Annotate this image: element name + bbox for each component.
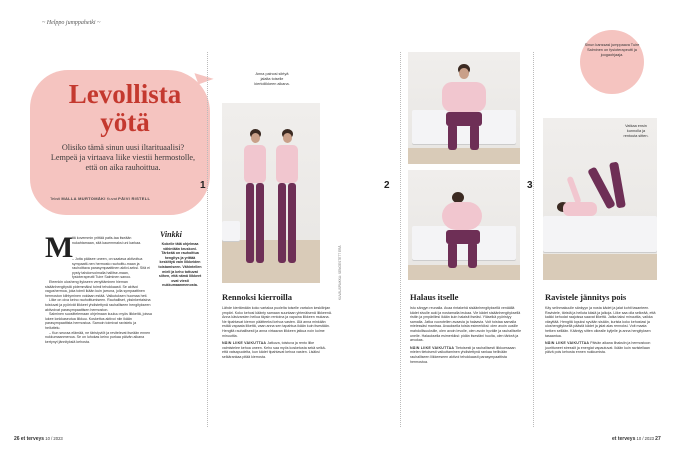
vinkki-text: Kokeile tätä ohjelmaa vähintään kruskoni. Tärkeää on rauhoittua hengitys ja yrittää keskittyä vain liikkeiden toistamiseen. Vähintellen mieli ja keho tottuvat siihen, että nämä liikkeet ovat viesti nukkumaanmenosta. <box>158 242 202 288</box>
page-number: 27 <box>655 436 661 442</box>
step-number: 3 <box>527 180 533 191</box>
exercise-photo <box>408 170 520 280</box>
author-note: Sinun kanssasi jumppaava Tuire Salminen on fysioterapeutti ja joogaohjaaja. <box>584 43 640 57</box>
intro-paragraph: Eteenkin ulosheng itykseen venyttäminen hieman sisäänhengitystä pidemmäksi toimii tehokkaasti. Se aktivoi vagushermoa, joka toimii ikään kuin jarruna, jolla sympaattinen hermoston kiihtyminen voidaan estää. Vaikutuksen huomaa heti. <box>45 279 148 298</box>
headline: Levollista yötä <box>68 79 182 137</box>
credits <box>50 196 150 201</box>
photo-location-credit: KUVAUSPAIKKA: SENGESTETT ERÄ <box>338 245 342 300</box>
intro-first-lines: itä kovemmin yrittää patis-taa itseään nukahtamaan, sitä kauemmaksi uni karkaa. <box>72 236 142 245</box>
exercise-instructions: Käy selinmakuulle sänkyyn ja nosta kädet ja jalat kohti tasanteen. Ravistele, täristä ja heiluta käsiä ja jalkoja. Liike saa olla selkeää, että kaikki kehodat raajoissa saavat liikettä. Jatka taksi minuuttia, vaikka väsyttää. Hengitä lopuksi syvään sisään, kurista koko kehostasi ja uloshengityksellä päästä kädet ja jalat alas rennoksi. Voit maata hetken sellään. Kääntyy sitten oikealle kyljelle ja anna hengityksen tasaantua. <box>545 306 656 338</box>
intro-column <box>45 257 152 344</box>
effect-text: Tietoisesti ja rauhallisesti liikkuessaan mielen tietoisesti vaikuttaminen yhdistettynä rankaa hellivään rauhalliseen liikkeeseen aktivoi tehokkaasti parasympaattista hermostoa. <box>410 345 516 364</box>
credits-text-author: MALLA MURTOMÄKI <box>61 196 106 201</box>
exercise-text <box>410 306 522 364</box>
column-divider <box>207 52 208 427</box>
brand: et terveys <box>20 436 45 442</box>
effect-label: NÄIN LIIKE VAIKUTTAA <box>545 341 590 346</box>
issue: 10 / 2023 <box>636 436 654 441</box>
footer-right <box>612 436 661 442</box>
issue: 10 / 2023 <box>45 436 63 441</box>
intro-paragraph: Salminen suosittelemaan ohjelmaan kuuluu myös liikkeitä, joissa lukee lonkkaseutua liikkuu. Koskettus aktivoi niin ikään parasympaattista hermostoa. Samoin toimivat ravistelu ja heiluttelu. <box>45 312 152 330</box>
effect-text: Jatkuva, toistuva ja rento liike valmistelee kehoa uneen. Keho saa myös kosketusta sekä selkä- että vatsapuolelta, kun kädet tipahtavat kehoa vasten. Lisäksi selkärankaa pitää kierrosta. <box>222 341 326 359</box>
effect-text: Päivän aikana lihaksiin ja hermostoon juurittuneet stressiit ja energiat vapautuvat. Ikään kuin ravistellaan päivä pois kehosta ennen nukkumista. <box>545 341 651 355</box>
effect-label: NÄIN LIIKE VAIKUTTAA <box>222 341 267 346</box>
page-number: 26 <box>14 436 20 442</box>
exercise-photo <box>408 52 520 164</box>
photo-caption: Vatkaa ensin kunnolla ja rentouta sitten. <box>623 124 649 138</box>
exercise-instructions: Lähde kiertämään koko vartaloa puolelta toiselle vartalon keskilinjan ympäri. Koko kehosi käänty samaan suuntaan yhtenäisenä liikkeenä. Anna käsivarsien heilua täysin rentoina ja vapaina liikkeen mukana. Ne tipahtavat kierron päätteeksi kehoa vasten. Älä anna minkään estää vapaata liikettä, vaan anna sen tapahtua ikään kuin itsestään. Hengitä rauhallisesti ja anna virtaavan liikkeen jatkua noin kolme minuuttia. <box>222 306 332 338</box>
credits-photo-label: Kuvat <box>106 196 117 201</box>
photo-caption: Anna painosi siirtyä jalalta toiselle kiertoliikkeen aikana. <box>254 72 290 86</box>
exercise-instructions: Istu sängyn reunalla. Avaa rintakehä sisäänhengityksellä venäällä kädet sivulle auki ja nostamalla leukaa. Vie kädet sisäänhengityksellä ristiin ja ympärillesi ikään kuin halaisit itseäsi. Yläselkä pyöristyy samalla. Jatka vuorotellen avaavia ja halaavia. Voit toistaa samalla mielessäsi mantraa. Avauksella toista esimerkiksi: olen avoin uusille mahdollisuuksille, olen avoin levolle, olen avoin hyvälle ja rauhalliselle unelle. Halauksella esimerkiksi: pidän itsestäni huolta, olen tärkeä ja arvokas. <box>410 306 522 343</box>
exercise-text <box>222 306 332 360</box>
step-number: 1 <box>200 180 206 191</box>
footer-left <box>14 436 63 442</box>
column-divider <box>400 52 401 427</box>
exercise-photo <box>222 103 320 283</box>
exercise-text <box>545 306 657 355</box>
lead: Olisiko tämä sinun uusi iltarituaalisi? Lempeä ja virtaava liike viestii hermostolle, että on aika rauhoittua. <box>50 143 196 172</box>
exercise-effect <box>545 341 657 355</box>
exercise-effect <box>222 341 332 359</box>
intro-paragraph: – Jotta pääsee uneen, on saatava aktivoitua sympaatti-nen hermosto rauhoittu-maan ja rauhoittava parasympaattinen aktivi-seksi. Sitä ei pysty tahdonvoimalla hallitse-maan, fysioterapeutti Tuire Salminen sanoo. <box>72 257 150 280</box>
dropcap: M <box>45 231 74 264</box>
exercise-title: Halaus itselle <box>410 292 459 302</box>
kicker: ~ Helppo jumppahetki ~ <box>42 20 101 26</box>
credits-photo-author: PÄIVI RISTELL <box>118 196 151 201</box>
brand: et terveys <box>612 436 636 442</box>
effect-label: NÄIN LIIKE VAIKUTTAA <box>410 345 455 350</box>
vinkki-title: Vinkki <box>160 230 182 239</box>
exercise-photo <box>543 118 657 280</box>
column-divider <box>533 52 534 427</box>
author-note-circle <box>580 30 644 94</box>
exercise-effect <box>410 346 522 364</box>
step-number: 2 <box>384 180 390 191</box>
exercise-title: Rennoksi kierroilla <box>222 292 292 302</box>
intro-paragraph: Liike on oiva keino rauhoittumiseen. Rauhalliset, yksinkertaisina toistuvat ja pyörivät liikkeet yhdistettynä rauhalliseen hengitykseen aktivoivat parasympaattisen hermoston. <box>45 298 151 312</box>
credits-text-label: Teksti <box>50 196 61 201</box>
exercise-title: Ravistele jännitys pois <box>545 292 627 302</box>
intro-paragraph: – Kun seuraa elämää, ne täristyviöt ja revitelevat itseään ennen nukkumaanmenoa. Se on luhokas keino purkaa päivän aikana kertynyt jännityksiä kehosta. <box>45 330 151 344</box>
